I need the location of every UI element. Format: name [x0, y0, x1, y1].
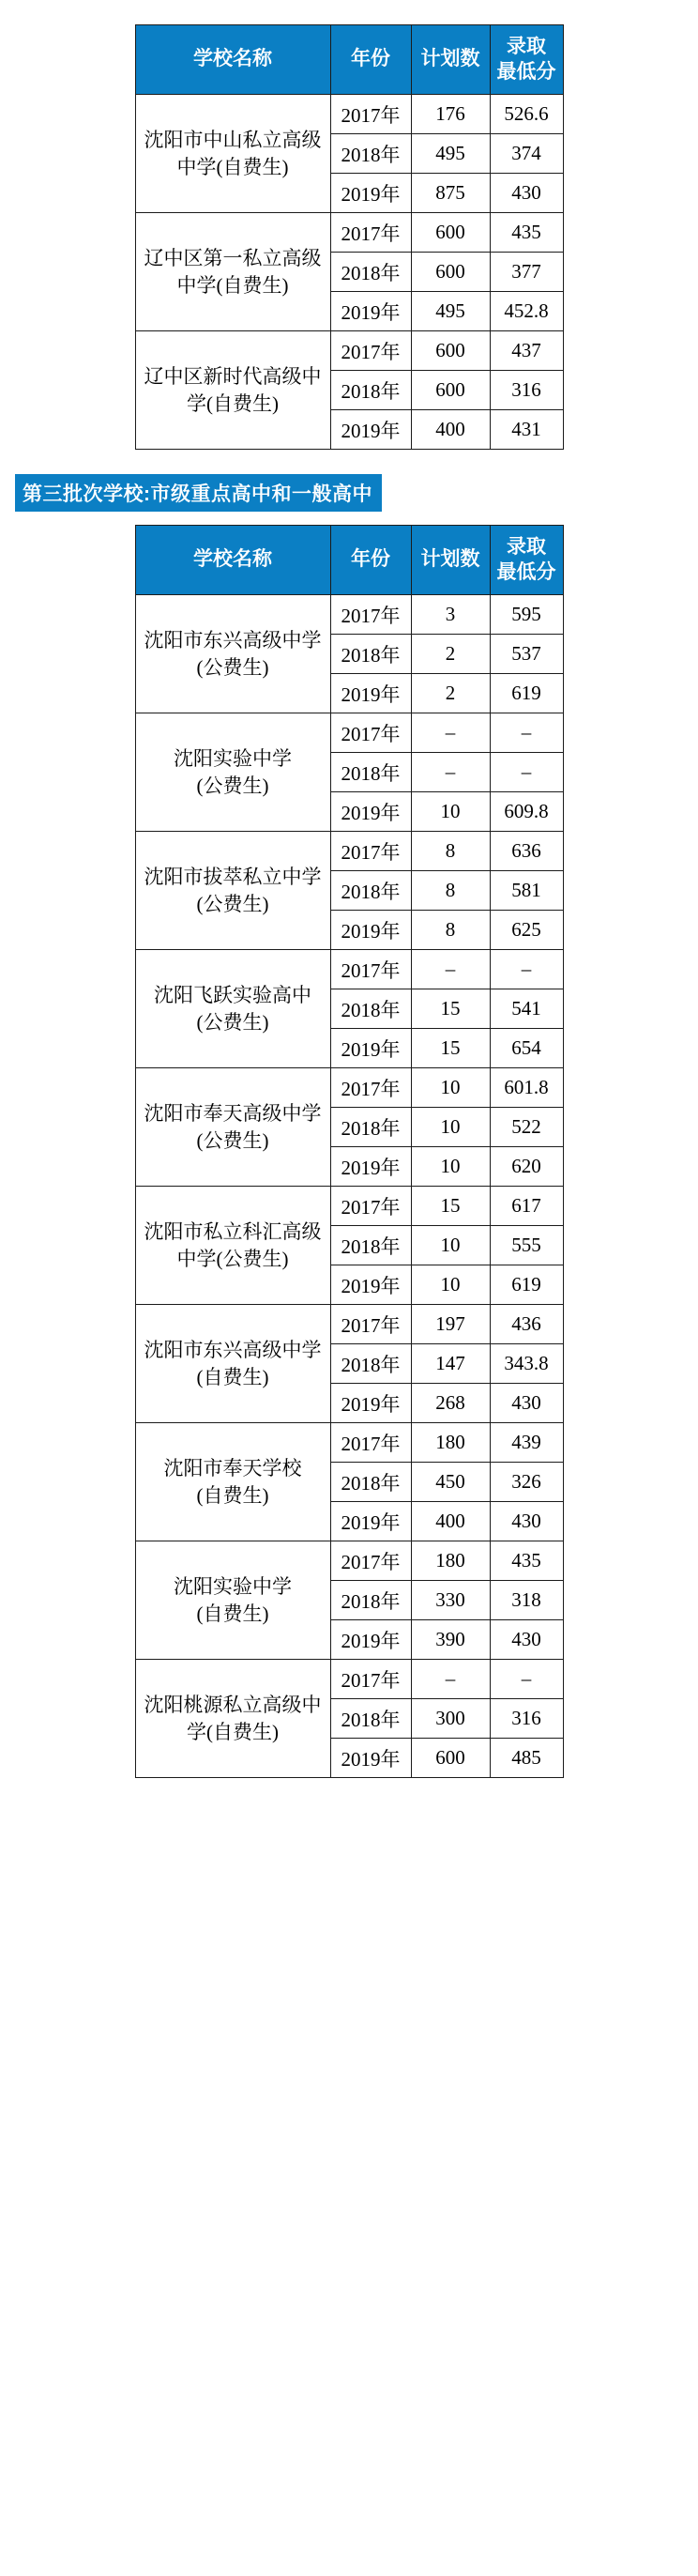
year-cell: 2019年: [330, 1502, 411, 1541]
table-row: [135, 1305, 563, 1344]
score-cell: 541: [490, 989, 563, 1029]
table-row: [135, 595, 563, 635]
school-name-line2: (公费生): [196, 892, 269, 915]
score-cell: –: [490, 753, 563, 792]
school-name-line2: (公费生): [196, 774, 269, 797]
plan-cell: –: [411, 950, 490, 989]
plan-cell: 875: [411, 174, 490, 213]
score-cell: 619: [490, 1265, 563, 1305]
year-cell: 2018年: [330, 1699, 411, 1739]
school-name-line1: 沈阳飞跃实验高中: [154, 984, 311, 1007]
score-cell: 436: [490, 1305, 563, 1344]
year-cell: 2019年: [330, 292, 411, 331]
year-cell: 2017年: [330, 1187, 411, 1226]
school-name-line1: 沈阳市东兴高级中学: [144, 629, 322, 652]
plan-cell: 10: [411, 1068, 490, 1108]
year-cell: 2017年: [330, 331, 411, 371]
admission-table-batch-three: [135, 525, 564, 1778]
school-name-cell: [135, 331, 330, 450]
year-cell: 2019年: [330, 410, 411, 450]
col-header-plan: 计划数: [411, 526, 490, 595]
table-row: [135, 1423, 563, 1463]
school-name-cell: [135, 1660, 330, 1778]
score-cell: 609.8: [490, 792, 563, 832]
year-cell: 2017年: [330, 1541, 411, 1581]
plan-cell: 2: [411, 674, 490, 713]
year-cell: 2019年: [330, 1620, 411, 1660]
table-row: [135, 331, 563, 371]
plan-cell: 450: [411, 1463, 490, 1502]
plan-cell: 15: [411, 1029, 490, 1068]
plan-cell: 390: [411, 1620, 490, 1660]
year-cell: 2018年: [330, 753, 411, 792]
col-header-school: 学校名称: [135, 25, 330, 95]
score-cell: 625: [490, 911, 563, 950]
year-cell: 2019年: [330, 1029, 411, 1068]
score-cell: 654: [490, 1029, 563, 1068]
table-row: [135, 95, 563, 134]
plan-cell: 400: [411, 1502, 490, 1541]
plan-cell: 8: [411, 832, 490, 871]
year-cell: 2018年: [330, 871, 411, 911]
col-header-year: 年份: [330, 25, 411, 95]
plan-cell: 15: [411, 989, 490, 1029]
plan-cell: 600: [411, 371, 490, 410]
plan-cell: 180: [411, 1423, 490, 1463]
table-row: [135, 1187, 563, 1226]
section-title-wrapper: [0, 450, 698, 525]
score-cell: 537: [490, 635, 563, 674]
col-header-min-score-line1: 录取: [507, 536, 546, 559]
score-cell: 435: [490, 1541, 563, 1581]
school-name-line1: 沈阳市奉天高级中学: [144, 1102, 322, 1126]
plan-cell: 10: [411, 1265, 490, 1305]
score-cell: 522: [490, 1108, 563, 1147]
school-name-cell: [135, 832, 330, 950]
year-cell: 2018年: [330, 1226, 411, 1265]
school-name-line1: 沈阳市奉天学校: [163, 1457, 302, 1480]
year-cell: 2019年: [330, 1265, 411, 1305]
table-row: [135, 213, 563, 253]
plan-cell: 180: [411, 1541, 490, 1581]
school-name-line2: 中学(公费生): [176, 1247, 289, 1270]
year-cell: 2017年: [330, 1305, 411, 1344]
score-cell: 485: [490, 1739, 563, 1778]
score-cell: 430: [490, 174, 563, 213]
school-name-cell: [135, 1541, 330, 1660]
col-header-min-score-line1: 录取: [507, 36, 546, 58]
score-cell: 601.8: [490, 1068, 563, 1108]
score-cell: –: [490, 1660, 563, 1699]
plan-cell: 600: [411, 331, 490, 371]
year-cell: 2019年: [330, 174, 411, 213]
plan-cell: –: [411, 1660, 490, 1699]
school-name-line1: 沈阳桃源私立高级中: [144, 1694, 322, 1717]
year-cell: 2017年: [330, 713, 411, 753]
school-name-line2: (公费生): [196, 1010, 269, 1034]
school-name-cell: [135, 1305, 330, 1423]
school-name-cell: [135, 213, 330, 331]
score-cell: 435: [490, 213, 563, 253]
score-cell: 581: [490, 871, 563, 911]
year-cell: 2019年: [330, 911, 411, 950]
school-name-line2: 学(自费生): [187, 1720, 279, 1743]
score-cell: 437: [490, 331, 563, 371]
score-cell: 430: [490, 1620, 563, 1660]
plan-cell: –: [411, 753, 490, 792]
plan-cell: 600: [411, 253, 490, 292]
school-name-line2: (自费生): [196, 1365, 269, 1388]
year-cell: 2018年: [330, 1344, 411, 1384]
plan-cell: –: [411, 713, 490, 753]
plan-cell: 176: [411, 95, 490, 134]
col-header-min-score-line2: 最低分: [496, 60, 556, 83]
school-name-line2: 学(自费生): [187, 391, 279, 415]
school-name-cell: [135, 1187, 330, 1305]
table-row: [135, 832, 563, 871]
year-cell: 2018年: [330, 1463, 411, 1502]
plan-cell: 10: [411, 792, 490, 832]
table-one-wrapper: [0, 24, 698, 450]
score-cell: 316: [490, 1699, 563, 1739]
year-cell: 2019年: [330, 1147, 411, 1187]
plan-cell: 600: [411, 1739, 490, 1778]
plan-cell: 2: [411, 635, 490, 674]
score-cell: –: [490, 713, 563, 753]
school-name-line1: 沈阳市私立科汇高级: [144, 1220, 322, 1244]
plan-cell: 8: [411, 871, 490, 911]
score-cell: 619: [490, 674, 563, 713]
plan-cell: 10: [411, 1147, 490, 1187]
table-two-wrapper: [0, 525, 698, 1778]
school-name-cell: [135, 1068, 330, 1187]
school-name-line1: 沈阳市拔萃私立中学: [144, 866, 322, 889]
plan-cell: 8: [411, 911, 490, 950]
school-name-line2: 中学(自费生): [176, 273, 289, 297]
year-cell: 2017年: [330, 1068, 411, 1108]
col-header-school: 学校名称: [135, 526, 330, 595]
table-header-row: [135, 526, 563, 595]
school-name-line2: (自费生): [196, 1483, 269, 1507]
plan-cell: 300: [411, 1699, 490, 1739]
table-two-body: [135, 595, 563, 1778]
score-cell: 326: [490, 1463, 563, 1502]
plan-cell: 495: [411, 292, 490, 331]
score-cell: 617: [490, 1187, 563, 1226]
school-name-line1: 辽中区第一私立高级: [144, 247, 322, 270]
table-header-row: [135, 25, 563, 95]
plan-cell: 15: [411, 1187, 490, 1226]
score-cell: 374: [490, 134, 563, 174]
school-name-line1: 沈阳实验中学: [174, 747, 292, 771]
year-cell: 2018年: [330, 253, 411, 292]
year-cell: 2017年: [330, 1423, 411, 1463]
school-name-line1: 沈阳实验中学: [174, 1575, 292, 1599]
score-cell: 636: [490, 832, 563, 871]
year-cell: 2018年: [330, 134, 411, 174]
year-cell: 2017年: [330, 950, 411, 989]
school-name-cell: [135, 713, 330, 832]
score-cell: 343.8: [490, 1344, 563, 1384]
plan-cell: 330: [411, 1581, 490, 1620]
year-cell: 2018年: [330, 1581, 411, 1620]
school-name-cell: [135, 595, 330, 713]
score-cell: 595: [490, 595, 563, 635]
section-title: 第三批次学校:市级重点高中和一般高中: [15, 474, 382, 512]
year-cell: 2017年: [330, 832, 411, 871]
score-cell: 620: [490, 1147, 563, 1187]
plan-cell: 197: [411, 1305, 490, 1344]
score-cell: 431: [490, 410, 563, 450]
score-cell: 430: [490, 1502, 563, 1541]
plan-cell: 10: [411, 1226, 490, 1265]
year-cell: 2019年: [330, 674, 411, 713]
col-header-min-score: [490, 25, 563, 95]
school-name-cell: [135, 950, 330, 1068]
year-cell: 2019年: [330, 1739, 411, 1778]
plan-cell: 268: [411, 1384, 490, 1423]
year-cell: 2017年: [330, 213, 411, 253]
score-cell: 318: [490, 1581, 563, 1620]
admission-table-batch-continued: [135, 24, 564, 450]
year-cell: 2017年: [330, 595, 411, 635]
school-name-cell: [135, 95, 330, 213]
col-header-year: 年份: [330, 526, 411, 595]
score-cell: –: [490, 950, 563, 989]
year-cell: 2018年: [330, 371, 411, 410]
year-cell: 2017年: [330, 1660, 411, 1699]
score-cell: 452.8: [490, 292, 563, 331]
year-cell: 2018年: [330, 1108, 411, 1147]
table-row: [135, 1068, 563, 1108]
plan-cell: 600: [411, 213, 490, 253]
school-name-line1: 辽中区新时代高级中: [144, 365, 322, 389]
school-name-line2: (公费生): [196, 655, 269, 679]
top-spacer: [0, 0, 698, 24]
table-row: [135, 1541, 563, 1581]
year-cell: 2017年: [330, 95, 411, 134]
col-header-min-score: [490, 526, 563, 595]
table-row: [135, 1660, 563, 1699]
col-header-min-score-line2: 最低分: [496, 560, 556, 583]
table-row: [135, 713, 563, 753]
col-header-plan: 计划数: [411, 25, 490, 95]
year-cell: 2018年: [330, 989, 411, 1029]
score-cell: 555: [490, 1226, 563, 1265]
school-name-line1: 沈阳市东兴高级中学: [144, 1339, 322, 1362]
year-cell: 2019年: [330, 1384, 411, 1423]
score-cell: 377: [490, 253, 563, 292]
year-cell: 2018年: [330, 635, 411, 674]
plan-cell: 400: [411, 410, 490, 450]
plan-cell: 10: [411, 1108, 490, 1147]
score-cell: 439: [490, 1423, 563, 1463]
table-one-body: [135, 95, 563, 450]
school-name-line2: 中学(自费生): [176, 155, 289, 178]
school-name-line1: 沈阳市中山私立高级: [144, 129, 322, 152]
school-name-line2: (公费生): [196, 1128, 269, 1152]
year-cell: 2019年: [330, 792, 411, 832]
score-cell: 430: [490, 1384, 563, 1423]
school-name-line2: (自费生): [196, 1602, 269, 1625]
plan-cell: 147: [411, 1344, 490, 1384]
plan-cell: 3: [411, 595, 490, 635]
table-row: [135, 950, 563, 989]
score-cell: 526.6: [490, 95, 563, 134]
score-cell: 316: [490, 371, 563, 410]
school-name-cell: [135, 1423, 330, 1541]
plan-cell: 495: [411, 134, 490, 174]
